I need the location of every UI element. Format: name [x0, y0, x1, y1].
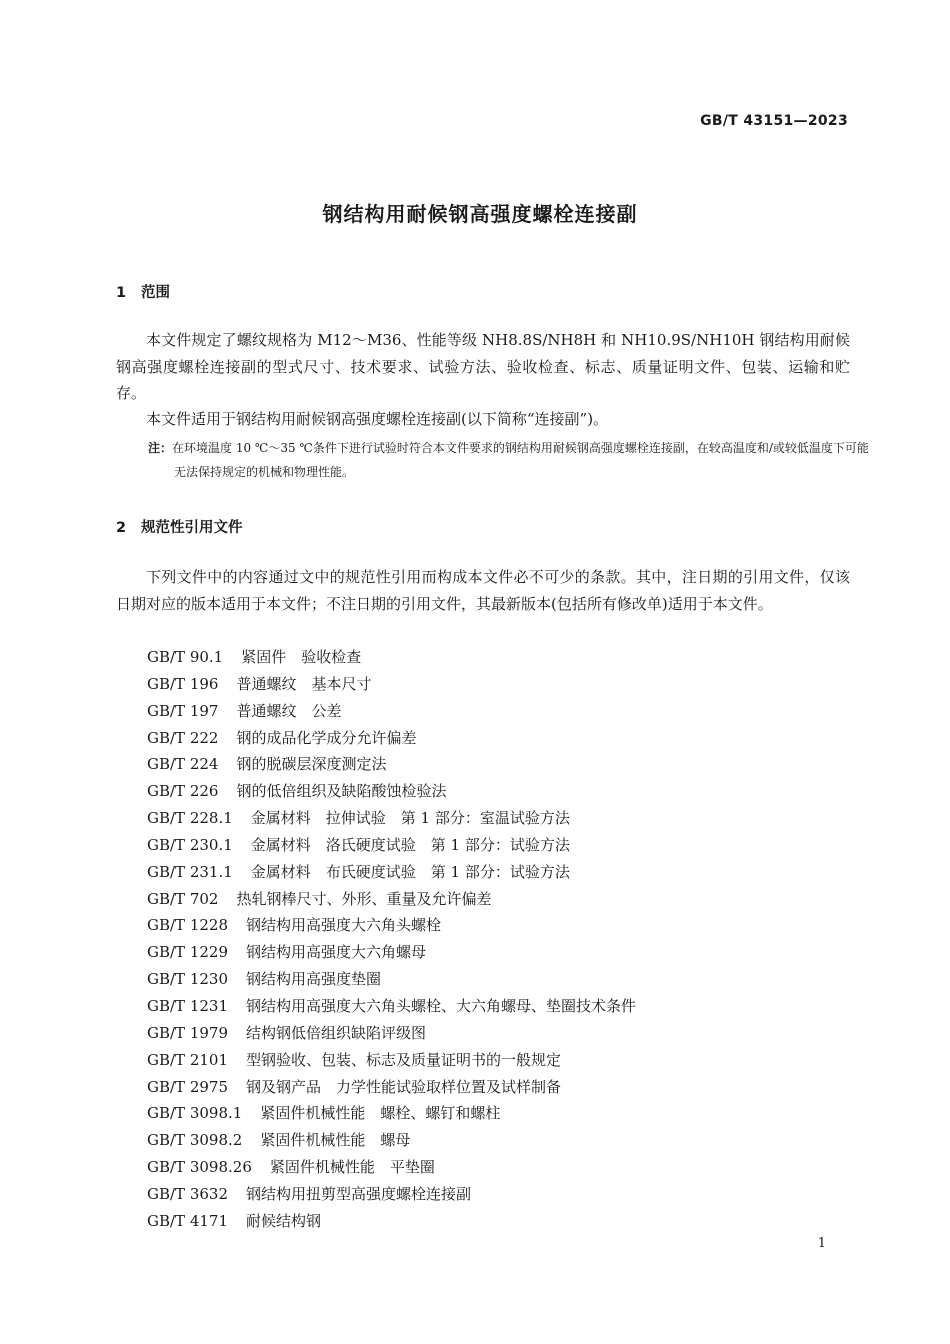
- section-2-title: 规范性引用文件: [141, 520, 243, 536]
- reference-item: [147, 644, 636, 671]
- note-text: 在环境温度 10 ℃～35 ℃条件下进行试验时符合本文件要求的钢结构用耐候钢高强度螺栓连接副，在较高温度和/或较低温度下可能无法保持规定的机械和物理性能。: [172, 441, 869, 479]
- reference-title: 金属材料 洛氏硬度试验 第 1 部分：试验方法: [250, 835, 570, 854]
- reference-list: [147, 644, 636, 1235]
- reference-title: 钢结构用高强度大六角头螺栓: [246, 916, 442, 935]
- reference-item: [147, 1208, 636, 1235]
- reference-code: GB/T 3098.1: [147, 1104, 243, 1123]
- scope-paragraph: 本文件规定了螺纹规格为 M12～M36、性能等级 NH8.8S/NH8H 和 NH10.9S/NH10H 钢结构用耐候钢高强度螺栓连接副的型式尺寸、技术要求、试验方法、验收检查、标志、质量证明文件、包装、运输和贮存。: [116, 331, 850, 402]
- reference-title: 钢的低倍组织及缺陷酸蚀检验法: [236, 782, 447, 801]
- reference-item: [147, 993, 636, 1020]
- reference-code: GB/T 90.1: [147, 648, 224, 666]
- reference-code: GB/T 2101: [147, 1050, 229, 1069]
- reference-title: 钢的脱碳层深度测定法: [236, 755, 387, 774]
- reference-title: 钢结构用高强度大六角头螺栓、大六角螺母、垫圈技术条件: [246, 996, 637, 1015]
- reference-title: 型钢验收、包装、标志及质量证明书的一般规定: [246, 1050, 562, 1069]
- applicability-paragraph: 本文件适用于钢结构用耐候钢高强度螺栓连接副(以下简称“连接副”)。: [146, 410, 609, 428]
- reference-title: 钢结构用高强度垫圈: [246, 970, 382, 989]
- reference-code: GB/T 1979: [147, 1023, 229, 1042]
- reference-code: GB/T 1228: [147, 916, 229, 935]
- reference-title: 普通螺纹 公差: [236, 701, 342, 720]
- reference-code: GB/T 226: [147, 782, 219, 801]
- reference-item: [147, 1047, 636, 1074]
- reference-item: [147, 886, 636, 913]
- reference-code: GB/T 3098.2: [147, 1131, 243, 1150]
- reference-item: [147, 859, 636, 886]
- reference-item: [147, 805, 636, 832]
- reference-item: [147, 1074, 636, 1101]
- reference-code: GB/T 1230: [147, 970, 229, 989]
- reference-code: GB/T 231.1: [147, 862, 233, 881]
- reference-title: 普通螺纹 基本尺寸: [236, 674, 372, 693]
- reference-code: GB/T 197: [147, 701, 219, 720]
- reference-title: 耐候结构钢: [246, 1211, 322, 1230]
- reference-item: [147, 1154, 636, 1181]
- scope-note: [148, 436, 876, 484]
- section-2-number: 2: [116, 520, 127, 536]
- reference-item: [147, 939, 636, 966]
- reference-title: 钢结构用扭剪型高强度螺栓连接副: [246, 1184, 472, 1203]
- reference-title: 热轧钢棒尺寸、外形、重量及允许偏差: [236, 889, 492, 908]
- reference-item: [147, 1181, 636, 1208]
- reference-item: [147, 671, 636, 698]
- reference-code: GB/T 3632: [147, 1184, 229, 1203]
- reference-code: GB/T 196: [147, 674, 219, 693]
- reference-code: GB/T 222: [147, 728, 219, 747]
- reference-code: GB/T 228.1: [147, 809, 233, 828]
- reference-item: [147, 912, 636, 939]
- document-title: 钢结构用耐候钢高强度螺栓连接副: [322, 202, 638, 226]
- section-2-heading: [116, 516, 243, 537]
- reference-title: 结构钢低倍组织缺陷评级图: [246, 1023, 427, 1042]
- reference-code: GB/T 224: [147, 755, 219, 774]
- note-label: 注：: [148, 441, 173, 455]
- reference-item: [147, 1127, 636, 1154]
- reference-code: GB/T 230.1: [147, 835, 233, 854]
- reference-title: 紧固件 验收检查: [241, 648, 362, 666]
- reference-code: GB/T 2975: [147, 1077, 229, 1096]
- reference-code: GB/T 3098.26: [147, 1158, 252, 1177]
- reference-title: 紧固件机械性能 平垫圈: [269, 1158, 435, 1177]
- reference-code: GB/T 4171: [147, 1211, 229, 1230]
- reference-title: 紧固件机械性能 螺母: [260, 1131, 411, 1150]
- reference-title: 钢结构用高强度大六角螺母: [246, 943, 427, 962]
- reference-code: GB/T 1231: [147, 996, 229, 1015]
- reference-item: [147, 1020, 636, 1047]
- page-number: 1: [817, 1236, 826, 1251]
- reference-title: 紧固件机械性能 螺栓、螺钉和螺柱: [260, 1104, 501, 1123]
- reference-title: 金属材料 布氏硬度试验 第 1 部分：试验方法: [250, 862, 570, 881]
- reference-item: [147, 1100, 636, 1127]
- reference-item: [147, 725, 636, 752]
- reference-title: 金属材料 拉伸试验 第 1 部分：室温试验方法: [250, 809, 570, 828]
- section-1-title: 范围: [141, 285, 170, 301]
- reference-item: [147, 751, 636, 778]
- reference-item: [147, 698, 636, 725]
- standard-number: GB/T 43151—2023: [700, 113, 848, 129]
- references-intro-paragraph: 下列文件中的内容通过文中的规范性引用而构成本文件必不可少的条款。其中，注日期的引用文件，仅该日期对应的版本适用于本文件；不注日期的引用文件，其最新版本(包括所有修改单)适用于本文件。: [116, 568, 850, 613]
- reference-code: GB/T 1229: [147, 943, 229, 962]
- reference-item: [147, 966, 636, 993]
- reference-code: GB/T 702: [147, 889, 219, 908]
- reference-item: [147, 778, 636, 805]
- section-1-heading: [116, 281, 170, 302]
- reference-title: 钢的成品化学成分允许偏差: [236, 728, 417, 747]
- reference-item: [147, 832, 636, 859]
- reference-title: 钢及钢产品 力学性能试验取样位置及试样制备: [246, 1077, 562, 1096]
- section-1-number: 1: [116, 285, 127, 301]
